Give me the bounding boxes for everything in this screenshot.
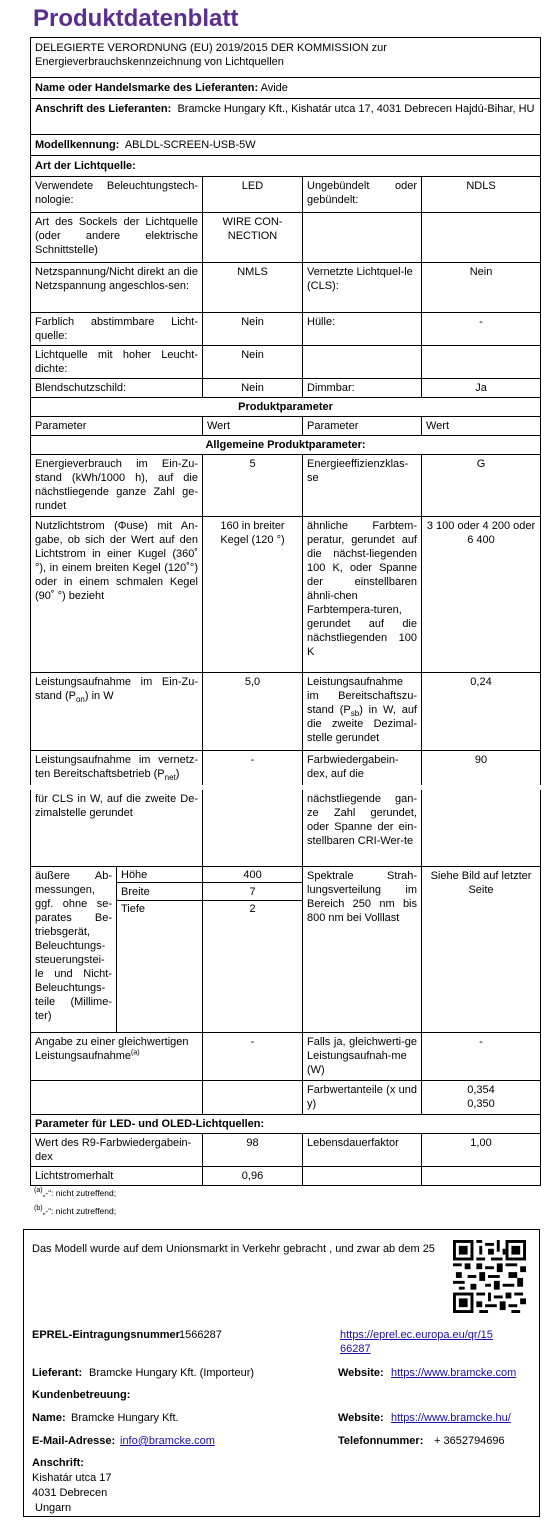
document-title: Produktdatenblatt: [33, 5, 239, 32]
address-line-2: 4031 Debrecen: [32, 1487, 108, 1499]
dimensions-sub-labels: [117, 866, 203, 1032]
survival-factor-value: 1,00: [422, 1133, 541, 1166]
equivalent-power-w-value: -: [422, 1032, 541, 1080]
width-label: Breite: [117, 883, 202, 901]
regulation-text: DELEGIERTE VERORDNUNG (EU) 2019/2015 DER KOMMISSION zur Energieverbrauchskennzeichnung von Lichtquellen: [31, 38, 541, 78]
energy-class-label: Energieeffizienzklas-se: [303, 455, 422, 517]
envelope-value: -: [422, 313, 541, 346]
supplier-label: Name oder Handelsmarke des Lieferanten:: [35, 82, 259, 94]
energy-consumption-value: 5: [203, 455, 303, 517]
supplier-value: Avide: [260, 82, 288, 94]
website-label: Website:: [338, 1367, 384, 1379]
light-type-heading: Art der Lichtquelle:: [31, 156, 541, 177]
dimensions-label: äußere Ab-messungen, ggf. ohne se-parates Be-triebsgerät, Beleuchtungs-steuerungstei-le und Nicht-Beleuchtungs-teile (Millime-ter): [31, 866, 117, 1032]
website-link[interactable]: https://www.bramcke.com: [391, 1367, 517, 1379]
website2-label: Website:: [338, 1412, 384, 1424]
footnote-b: $^{(b)}$„-“: nicht zutreffend;: [34, 1205, 117, 1216]
networked-standby-label: Leistungsaufnahme im vernetz-ten Bereitschaftsbetrieb $(P_{net})$: [31, 751, 203, 785]
address-row: [31, 99, 541, 135]
general-params-heading: Allgemeine Produktparameter:: [31, 436, 541, 455]
model-value: ABLDL-SCREEN-USB-5W: [124, 139, 256, 151]
cap-type-value: WIRE CON-NECTION: [203, 213, 303, 263]
market-date-text: Das Modell wurde auf dem Unionsmarkt in Verkehr gebracht , und zwar ab dem 25: [32, 1243, 435, 1255]
eprel-value: 1566287: [179, 1329, 222, 1341]
equivalent-power-value: -: [203, 1032, 303, 1080]
dimmable-value: Ja: [422, 379, 541, 398]
qr-code-icon[interactable]: [453, 1240, 526, 1313]
address-label: Anschrift des Lieferanten:: [35, 103, 172, 115]
survival-factor-label: Lebensdauerfaktor: [303, 1133, 422, 1166]
col-header-parameter-2: Parameter: [303, 417, 422, 436]
spectral-distribution-value: Siehe Bild auf letzter Seite: [422, 866, 541, 1032]
cct-value: 3 100 oder 4 200 oder 6 400: [422, 517, 541, 673]
networked-standby-label-cont: für CLS in W, auf die zweite De-zimalstelle gerundet: [31, 790, 203, 866]
product-datasheet-table: [30, 37, 541, 785]
energy-class-value: G: [422, 455, 541, 517]
equivalent-power-label: Angabe zu einer gleichwertigen Leistungsaufnahme$^{(a)}$: [31, 1032, 203, 1080]
mains-value: NMLS: [203, 263, 303, 313]
dimmable-label: Dimmbar:: [303, 379, 422, 398]
equivalent-power-w-label: Falls ja, gleichwerti-ge Leistungsaufnah-me (W): [303, 1032, 422, 1080]
dimensions-values: [203, 866, 303, 1032]
name-label: Name:: [32, 1412, 66, 1424]
eprel-link[interactable]: https://eprel.ec.europa.eu/qr/15 66287: [340, 1329, 493, 1355]
col-header-value-2: Wert: [422, 417, 541, 436]
mains-label: Netzspannung/Nicht direkt an die Netzspannung angeschlos-sen:: [31, 263, 203, 313]
depth-value: 2: [249, 902, 256, 915]
directional-label: Ungebündelt oder gebündelt:: [303, 177, 422, 213]
cri-label-part2: nächstliegende gan-ze Zahl gerundet, oder Spanne der ein-stellbaren CRI-Wer-te: [303, 790, 422, 866]
led-params-heading: Parameter für LED- und OLED-Lichtquellen:: [31, 1114, 541, 1133]
address-value: Bramcke Hungary Kft., Kishatár utca 17, 4031 Debrecen Hajdú-Bihar, HU: [177, 103, 535, 115]
phone-label: Telefonnummer:: [338, 1435, 424, 1447]
standby-power-value: 0,24: [422, 673, 541, 751]
phone-value: + 3652794696: [434, 1435, 505, 1447]
address-line-1: Kishatár utca 17: [32, 1472, 112, 1484]
email-link[interactable]: info@bramcke.com: [120, 1435, 215, 1447]
cls-value: Nein: [422, 263, 541, 313]
customer-service-label: Kundenbetreuung:: [32, 1389, 131, 1401]
email-label: E-Mail-Adresse:: [32, 1435, 116, 1447]
col-header-value: Wert: [203, 417, 303, 436]
product-params-heading: Produktparameter: [31, 398, 541, 417]
high-luminance-value: Nein: [203, 346, 303, 379]
website2-link[interactable]: https://www.bramcke.hu/: [391, 1412, 511, 1424]
height-label: Höhe: [117, 867, 202, 883]
width-value: 7: [203, 883, 302, 901]
cls-label: Vernetzte Lichtquel-le (CLS):: [303, 263, 422, 313]
name-value: Bramcke Hungary Kft.: [71, 1412, 179, 1424]
on-mode-power-label: Leistungsaufnahme im Ein-Zu-stand $(P_{on})$ in W: [31, 673, 203, 751]
footnote-a: $^{(a)}$„-“: nicht zutreffend;: [34, 1187, 117, 1198]
cri-label-part1: Farbwiedergabein-dex, auf die: [303, 751, 422, 785]
tunable-value: Nein: [203, 313, 303, 346]
envelope-label: Hülle:: [303, 313, 422, 346]
model-row: [31, 135, 541, 156]
standby-power-label: Leistungsaufnahme im Bereitschaftszu-stand $(P_{sb})$ in W, auf die zweite Dezimal-stelle gerundet: [303, 673, 422, 751]
lumen-maintenance-value: 0,96: [203, 1166, 303, 1185]
high-luminance-label: Lichtquelle mit hoher Leucht-dichte:: [31, 346, 203, 379]
lumen-maintenance-label: Lichtstromerhalt: [31, 1166, 203, 1185]
chromaticity-label: Farbwertanteile (x und y): [303, 1080, 422, 1114]
depth-label: Tiefe: [121, 902, 146, 915]
anti-glare-value: Nein: [203, 379, 303, 398]
technology-label: Verwendete Beleuchtungstech-nologie:: [31, 177, 203, 213]
chromaticity-value: 0,354 0,350: [422, 1080, 541, 1114]
address-info-label: Anschrift:: [32, 1457, 84, 1469]
directional-value: NDLS: [422, 177, 541, 213]
model-label: Modellkennung:: [35, 139, 120, 151]
cct-label: ähnliche Farbtem-peratur, gerundet auf die nächst-liegenden 100 K, oder Spanne der einstellbaren ähnli-chen Farbtempera-turen, gerundet auf die nächstliegenden 100 K: [303, 517, 422, 673]
supplier-info-box: [23, 1229, 540, 1517]
address-line-3: Ungarn: [35, 1502, 72, 1514]
cap-type-label: Art des Sockels der Lichtquelle (oder andere elektrische Schnittstelle): [31, 213, 203, 263]
height-value: 400: [203, 867, 302, 883]
anti-glare-label: Blendschutzschild:: [31, 379, 203, 398]
r9-value: 98: [203, 1133, 303, 1166]
technology-value: LED: [203, 177, 303, 213]
luminous-flux-value: 160 in breiter Kegel (120 °): [203, 517, 303, 673]
supplier-row: [31, 78, 541, 99]
luminous-flux-label: Nutzlichtstrom (Φuse) mit An-gabe, ob sich der Wert auf den Lichtstrom in einer Kugel (360˚ °), in einem breiten Kegel (120˚°) oder in einem schmalen Kegel (90˚ °) bezieht: [31, 517, 203, 673]
supplier-info-label: Lieferant:: [32, 1367, 83, 1379]
r9-label: Wert des R9-Farbwiedergabein-dex: [31, 1133, 203, 1166]
energy-consumption-label: Energieverbrauch im Ein-Zu-stand (kWh/1000 h), auf die nächstliegende ganze Zahl ge-rundet: [31, 455, 203, 517]
eprel-label: EPREL-Eintragungsnummer: [32, 1329, 180, 1341]
spectral-distribution-label: Spektrale Strah-lungsverteilung im Bereich 250 nm bis 800 nm bei Volllast: [303, 866, 422, 1032]
col-header-parameter: Parameter: [31, 417, 203, 436]
on-mode-power-value: 5,0: [203, 673, 303, 751]
tunable-label: Farblich abstimmbare Licht-quelle:: [31, 313, 203, 346]
supplier-info-value: Bramcke Hungary Kft. (Importeur): [89, 1367, 255, 1379]
networked-standby-value: -: [203, 751, 303, 785]
product-datasheet-table-continued: [30, 790, 541, 1186]
cri-value: 90: [422, 751, 541, 785]
